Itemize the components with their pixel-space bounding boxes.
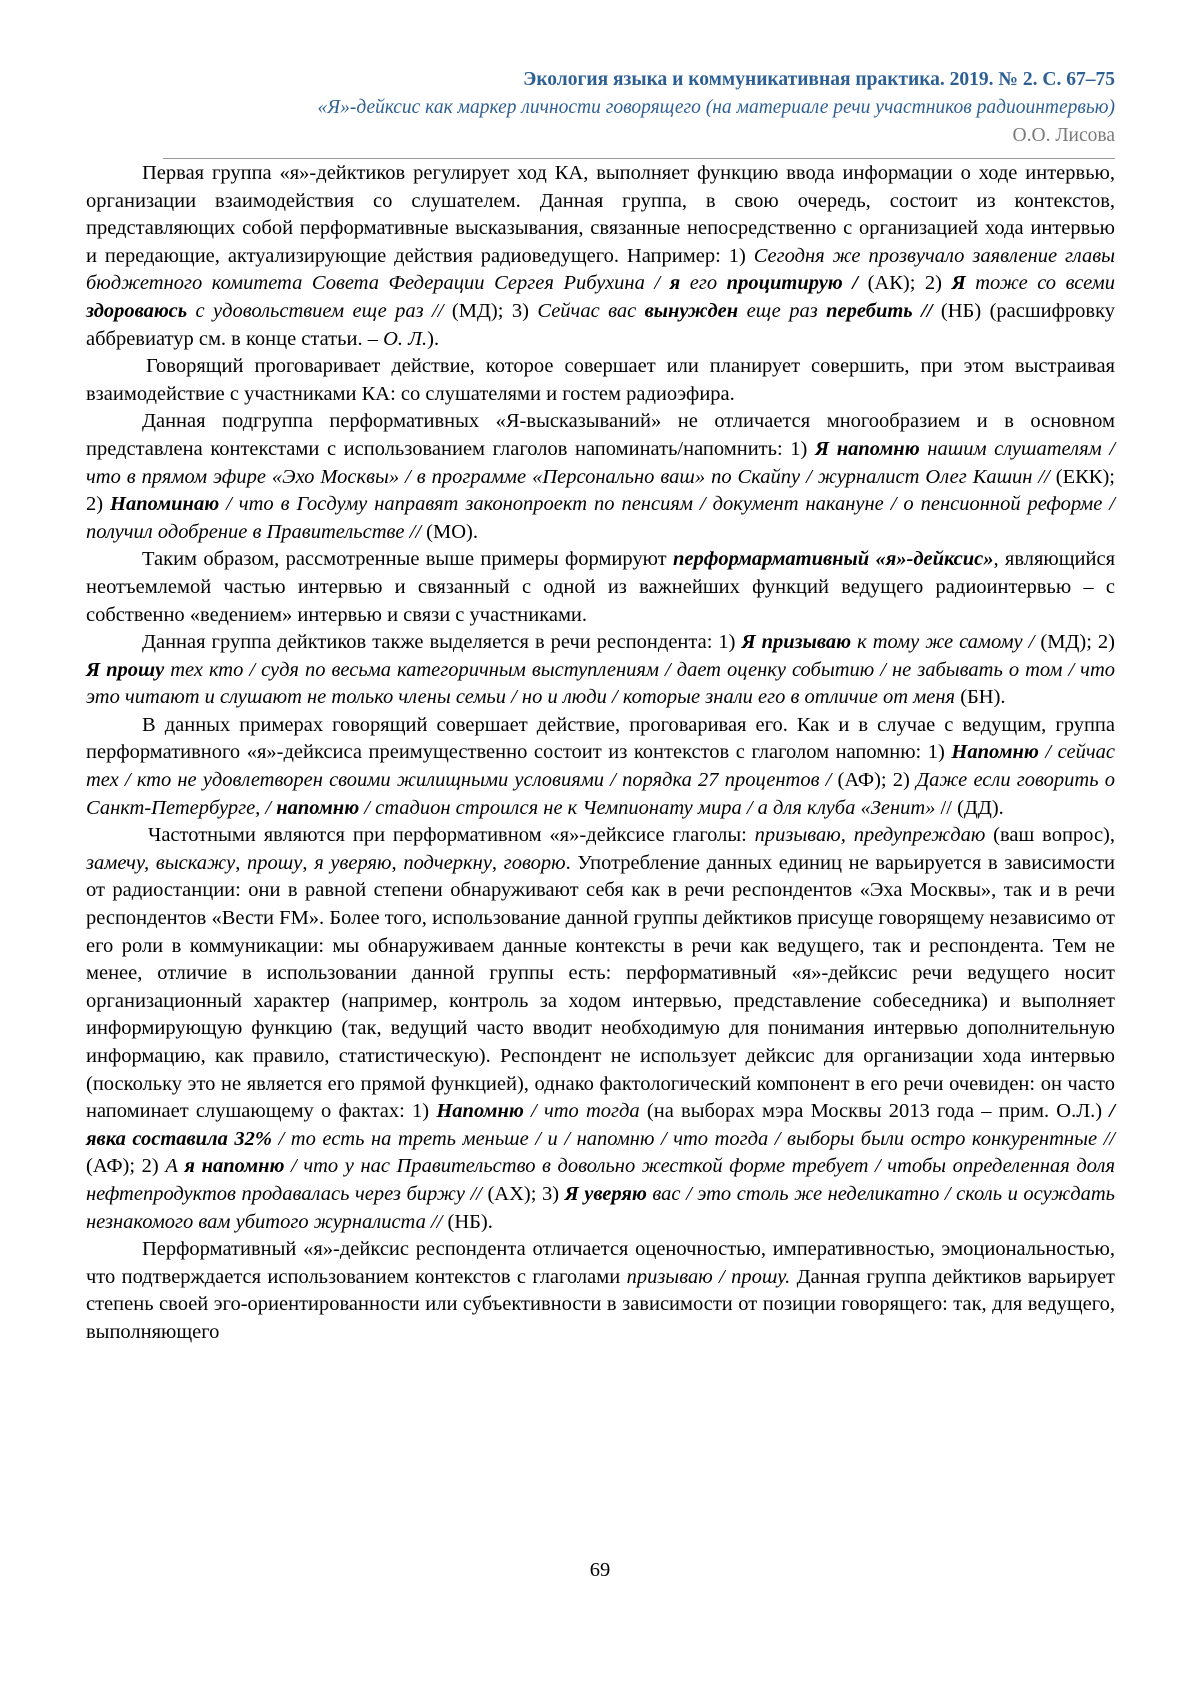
- example-emphasis: напомню: [276, 796, 360, 819]
- example-emphasis: перебить //: [826, 299, 933, 322]
- example-emphasis: Напомню: [951, 741, 1039, 764]
- paragraph-6: [86, 712, 1115, 822]
- example-emphasis: я напомню: [184, 1155, 285, 1178]
- text-run: (НБ) (расшифровку аббревиатур см. в конце статьи. –: [86, 299, 1115, 350]
- text-run: ,: [391, 851, 404, 874]
- text-run: ,: [235, 851, 248, 874]
- example-text: прошу: [247, 851, 303, 874]
- text-run: , являющийся неотъемлемой частью интервью и связанный с одной из важнейших функций ведущего радиоинтервью – с собственно «ведением» интервью и связи с участниками.: [86, 548, 1115, 626]
- text-run: Таким образом, рассмотренные выше примеры формируют: [142, 548, 673, 571]
- paragraph-1: [86, 160, 1115, 353]
- example-text: / стадион строился не к Чемпионату мира / а для клуба «Зенит»: [359, 796, 936, 819]
- example-emphasis: Я уверяю: [564, 1182, 647, 1205]
- example-text: Сейчас вас: [537, 299, 645, 322]
- journal-citation: Экология языка и коммуникативная практика. 2019. № 2. С. 67–75: [523, 69, 1115, 90]
- text-run: Данная группа дейктиков также выделяется в речи респондента: 1): [142, 631, 742, 654]
- page-number: 69: [589, 1559, 611, 1581]
- text-run: (ваш вопрос),: [985, 824, 1115, 847]
- article-title: «Я»-дейксис как маркер личности говорящего (на материале речи участников радиоинтервью): [317, 97, 1115, 118]
- example-emphasis: вынужден: [644, 299, 739, 322]
- example-text: / то есть на треть меньше / и / напомню / что тогда / выборы были остро конкурентные //: [271, 1127, 1115, 1150]
- example-text: / что в Госдуму направят законопроект по пенсиям / документ накануне / о пенсионной реформе / получил одобрение в Правительстве //: [86, 493, 1115, 543]
- example-text: тех кто / судя по весьма категоричным выступлениям / дает оценку событию / не забывать о том / что это читают и слушают не только члены семьи / но и люди / которые знали его в отличие от меня: [86, 658, 1115, 709]
- text-run: (МО).: [421, 520, 478, 543]
- paragraph-4: [86, 546, 1115, 629]
- example-text: Даже если говорить о Санкт-Петербурге, /: [86, 769, 1115, 819]
- example-text: Сегодня же прозвучало заявление главы бюджетного комитета Совета Федерации Сергея Рибухина /: [86, 244, 1115, 295]
- paragraph-5: [86, 629, 1115, 712]
- example-text: вас / это столь же неделикатно / сколь и осуждать незнакомого вам убитого журналиста //: [86, 1182, 1115, 1233]
- example-emphasis: здороваюсь: [86, 299, 188, 322]
- text-run: ,: [491, 851, 504, 874]
- text-run: (БН).: [955, 686, 1006, 709]
- example-text: еще раз: [738, 299, 827, 322]
- example-emphasis: Я напомню: [815, 437, 920, 460]
- paragraph-3: [86, 408, 1115, 546]
- example-emphasis: Я: [951, 272, 966, 295]
- example-text: с удовольствием еще раз //: [187, 299, 444, 322]
- text-run: Перформативный «я»-дейксис респондента отличается оценочностью, императивностью, эмоциональностью, что подтверждается использованием контекстов с глаголами: [86, 1238, 1115, 1288]
- example-emphasis: Напоминаю: [110, 493, 220, 516]
- example-text: О. Л.: [383, 327, 428, 350]
- text-run: Данная подгруппа перформативных «Я-высказываний» не отличается многообразием и в основном представлена контекстами с использованием глаголов напоминать/напомнить: 1): [86, 410, 1115, 460]
- example-text: А: [165, 1155, 185, 1178]
- example-emphasis: / явка составила 32%: [86, 1100, 1115, 1150]
- example-text: тоже со всеми: [965, 272, 1115, 295]
- example-emphasis: я: [669, 272, 681, 295]
- text-run: Говорящий проговаривает действие, которое совершает или планирует совершить, при этом выстраивая взаимодействие с участниками КА: со слушателями и гостем радиоэфира.: [86, 355, 1115, 405]
- text-run: (МД); 2): [1034, 631, 1116, 654]
- running-header: [86, 66, 1115, 150]
- example-text: / что у нас Правительство в довольно жесткой форме требует / чтобы определенная доля нефтепродуктов продавалась через биржу //: [86, 1155, 1115, 1205]
- paragraph-8: [86, 1236, 1115, 1346]
- text-run: (АХ); 3): [481, 1182, 565, 1205]
- text-run: (ЕКК); 2): [86, 465, 1115, 516]
- text-run: (АФ); 2): [831, 769, 917, 792]
- example-text: замечу, выскажу: [86, 851, 236, 874]
- example-text: / что тогда: [523, 1100, 640, 1123]
- author-name: О.О. Лисова: [1012, 125, 1115, 146]
- example-text: говорю: [503, 851, 566, 874]
- text-run: (АФ); 2): [86, 1155, 166, 1178]
- example-text: нашим слушателям / что в прямом эфире «Эхо Москвы» / в программе «Персонально ваш» по Скайпу / журналист Олег Кашин //: [86, 437, 1116, 488]
- text-run: (АК); 2): [858, 272, 952, 295]
- text-run: ,: [302, 851, 315, 874]
- text-run: Первая группа «я»-дейктиков регулирует ход КА, выполняет функцию ввода информации о ходе интервью, организации взаимодействия со слушателем. Данная группа, в свою очередь, состоит из контекстов, представляющих собой перформативные высказывания, связанные непосредственно с организацией хода интервью и передающие, актуализирующие действия радиоведущего. Например: 1): [86, 162, 1115, 267]
- text-run: . Употребление данных единиц не варьируется в зависимости от радиостанции: они в равной степени обнаруживают себя как в речи респондентов «Эха Москвы», так и в речи респондентов «Вести FM». Более того, использование данной группы дейктиков присуще говорящему независимо от его роли в коммуникации: мы обнаруживаем данные контексты в речи как ведущего, так и респондента. Тем не менее, отличие в использовании данной группы есть: перформативный «я»-дейксис речи ведущего носит организационный характер (например, контроль за ходом интервью, представление собеседника) и выполняет информирующую функцию (так, ведущий часто вводит необходимую для понимания интервью дополнительную информацию, как правило, статистическую). Респондент не использует дейксис для организации хода интервью (поскольку это не является его прямой функцией), однако фактологический компонент в его речи очевиден: он часто напоминает слушающему о фактах: 1): [86, 851, 1116, 1123]
- text-run: Данная группа дейктиков варьирует степень своей эго-ориентированности или субъективности в зависимости от позиции говорящего: так, для ведущего, выполняющего: [86, 1265, 1116, 1343]
- text-run: Частотными являются при перформативном «я»-дейксисе глаголы:: [148, 824, 755, 847]
- example-text: к тому же самому /: [851, 631, 1035, 654]
- term-emphasis: перформармативный «я»-дейксис»: [672, 548, 994, 571]
- text-run: (НБ).: [442, 1210, 493, 1233]
- example-text: призываю, предупреждаю: [754, 824, 986, 847]
- text-run: В данных примерах говорящий совершает действие, проговаривая его. Как и в случае с ведущим, группа перформативного «я»-дейксиса преимущественно состоит из контекстов с глаголом напомню: 1): [86, 713, 1115, 764]
- example-text: призываю / прошу.: [626, 1265, 791, 1288]
- example-emphasis: Напомню: [436, 1100, 524, 1123]
- paragraph-7: [86, 822, 1115, 1236]
- example-text: / сейчас тех / кто не удовлетворен своими жилищными условиями / порядка 27 процентов /: [86, 741, 1115, 792]
- text-run: (МД); 3): [443, 299, 538, 322]
- example-emphasis: процитирую /: [726, 272, 859, 295]
- header-divider: [163, 158, 1115, 159]
- text-run: // (ДД).: [935, 796, 1004, 819]
- example-text: подчеркну: [403, 851, 492, 874]
- example-emphasis: Я призываю: [741, 631, 852, 654]
- paragraph-2: [86, 353, 1115, 408]
- example-text: его: [680, 272, 727, 295]
- text-run: (на выборах мэра Москвы 2013 года – прим. О.Л.): [639, 1100, 1110, 1123]
- text-run: ).: [427, 327, 440, 350]
- article-body: [86, 160, 1115, 1347]
- example-emphasis: Я прошу: [86, 658, 165, 681]
- example-text: я уверяю: [314, 851, 392, 874]
